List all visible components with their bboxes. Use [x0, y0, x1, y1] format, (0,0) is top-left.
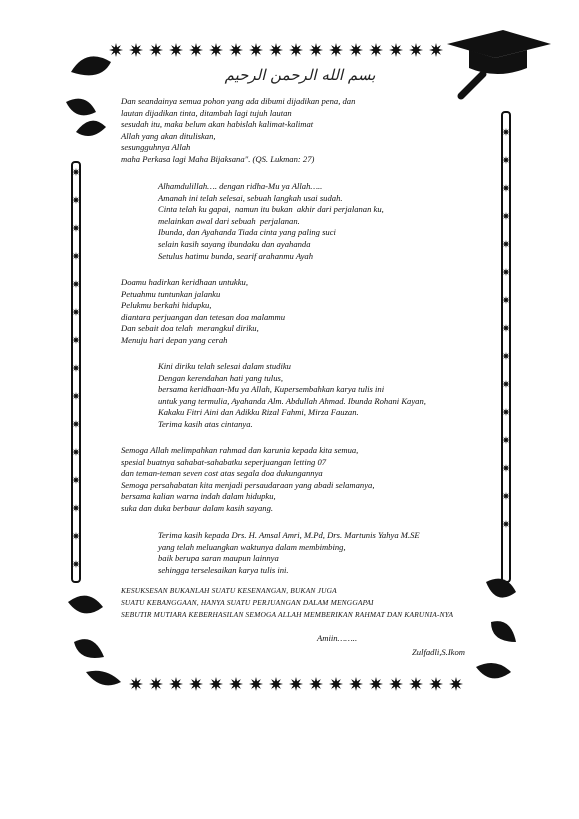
text-line: untuk yang termulia, Ayahanda Alm. Abdullah Ahmad. Ibunda Rohani Kayan,	[158, 395, 426, 406]
star-ornament-icon	[109, 43, 123, 57]
star-ornament-icon	[502, 240, 510, 248]
star-ornament-icon	[72, 448, 80, 456]
text-line: spesial buatnya sahabat-sahabatku seperjuangan letting 07	[121, 456, 327, 467]
text-line: Semoga persahabatan kita menjadi persaudaraan yang abadi selamanya,	[121, 479, 375, 490]
star-ornament-icon	[329, 677, 343, 691]
text-line: selain kasih sayang ibundaku dan ayahanda	[158, 238, 311, 249]
star-ornament-icon	[229, 677, 243, 691]
text-line: sehingga terselesaikan karya tulis ini.	[158, 564, 289, 575]
text-line: diantara perjuangan dan tetesan doa malammu	[121, 311, 285, 322]
star-ornament-icon	[369, 677, 383, 691]
text-line: Pelukmu berkahi hidupku,	[121, 300, 212, 311]
para2-paragraph	[121, 277, 285, 347]
star-ornament-icon	[72, 364, 80, 372]
star-ornament-icon	[72, 280, 80, 288]
star-ornament-icon	[502, 268, 510, 276]
star-ornament-icon	[389, 43, 403, 57]
star-ornament-icon	[229, 43, 243, 57]
star-ornament-icon	[169, 677, 183, 691]
star-ornament-icon	[502, 296, 510, 304]
star-ornament-icon	[72, 420, 80, 428]
star-ornament-icon	[269, 677, 283, 691]
star-ornament-icon	[289, 43, 303, 57]
star-ornament-icon	[249, 677, 263, 691]
text-line: suka dan duka berbaur dalam kasih sayang.	[121, 502, 274, 513]
text-line: Dan seandainya semua pohon yang ada dibumi dijadikan pena, dan	[121, 96, 356, 106]
star-ornament-icon	[349, 43, 363, 57]
star-ornament-icon	[72, 476, 80, 484]
star-ornament-icon	[369, 43, 383, 57]
closing-line: SUATU KEBANGGAAN, HANYA SUATU PERJUANGAN DALAM MENGGAPAI	[121, 598, 374, 607]
closing-line: KESUKSESAN BUKANLAH SUATU KESENANGAN, BUKAN JUGA	[121, 586, 337, 595]
star-ornament-icon	[72, 504, 80, 512]
star-ornament-icon	[72, 252, 80, 260]
star-ornament-icon	[502, 184, 510, 192]
star-ornament-icon	[502, 156, 510, 164]
star-ornament-icon	[502, 436, 510, 444]
para1-paragraph	[158, 181, 384, 262]
star-ornament-icon	[502, 324, 510, 332]
bismillah-heading: بسم الله الرحمن الرحيم	[224, 66, 376, 84]
star-ornament-icon	[502, 128, 510, 136]
star-ornament-icon	[72, 308, 80, 316]
star-ornament-icon	[409, 677, 423, 691]
star-ornament-icon	[429, 43, 443, 57]
text-line: Doamu hadirkan keridhaan untukku,	[121, 277, 248, 287]
text-line: sesudah itu, maka belum akan habislah kalimat-kalimat	[121, 119, 314, 130]
text-line: bersama kalian warna indah dalam hidupku,	[121, 491, 276, 502]
text-line: Dan sebait doa telah merangkul diriku,	[121, 323, 259, 334]
text-line: baik berupa saran maupun lainnya	[158, 553, 279, 564]
star-ornament-icon	[209, 677, 223, 691]
star-ornament-icon	[389, 677, 403, 691]
star-ornament-icon	[502, 408, 510, 416]
signature: Zulfadli,S.Ikom	[412, 647, 465, 657]
star-ornament-icon	[349, 677, 363, 691]
star-ornament-icon	[449, 677, 463, 691]
star-ornament-icon	[209, 43, 223, 57]
text-line: Menuju hari depan yang cerah	[121, 334, 228, 345]
text-line: Terima kasih atas cintanya.	[158, 418, 253, 429]
closing-line: SEBUTIR MUTIARA KEBERHASILAN SEMOGA ALLAH MEMBERIKAN RAHMAT DAN KARUNIA-NYA	[121, 610, 454, 619]
star-ornament-icon	[409, 43, 423, 57]
star-ornament-icon	[72, 224, 80, 232]
closing-quote	[121, 585, 513, 621]
text-line: Kini diriku telah selesai dalam studiku	[158, 361, 291, 371]
para4-paragraph	[121, 445, 375, 515]
text-line: Terima kasih kepada Drs. H. Amsal Amri, M.Pd, Drs. Martunis Yahya M.SE	[158, 530, 420, 540]
star-ornament-icon	[329, 43, 343, 57]
star-ornament-icon	[309, 677, 323, 691]
star-ornament-icon	[502, 352, 510, 360]
star-ornament-icon	[129, 677, 143, 691]
star-ornament-icon	[189, 677, 203, 691]
star-ornament-icon	[309, 43, 323, 57]
quote-paragraph	[121, 96, 355, 166]
star-ornament-icon	[72, 532, 80, 540]
star-ornament-icon	[149, 43, 163, 57]
para5-paragraph	[158, 530, 420, 576]
amin-text: Amiin……..	[317, 633, 358, 643]
star-ornament-icon	[269, 43, 283, 57]
text-line: Amanah ini telah selesai, sebuah langkah usai sudah.	[158, 192, 343, 203]
star-ornament-icon	[289, 677, 303, 691]
star-ornament-icon	[189, 43, 203, 57]
star-ornament-icon	[72, 196, 80, 204]
text-line: maha Perkasa lagi Maha Bijaksana". (QS. Lukman: 27)	[121, 153, 315, 164]
text-line: Setulus hatimu bunda, searif arahanmu Ayah	[158, 250, 314, 261]
star-ornament-icon	[249, 43, 263, 57]
text-line: sesungguhnya Allah	[121, 142, 191, 153]
star-ornament-icon	[72, 336, 80, 344]
text-line: Dengan kerendahan hati yang tulus,	[158, 372, 283, 383]
star-ornament-icon	[72, 392, 80, 400]
text-line: bersama keridhaan-Mu ya Allah, Kupersembahkan karya tulis ini	[158, 384, 385, 395]
star-ornament-icon	[169, 43, 183, 57]
graduation-cap-icon	[447, 30, 551, 102]
text-line: Ibunda, dan Ayahanda Tiada cinta yang paling suci	[158, 227, 336, 238]
text-line: melainkan awal dari sebuah perjalanan.	[158, 215, 300, 226]
star-ornament-icon	[502, 464, 510, 472]
text-line: Semoga Allah melimpahkan rahmad dan karunia kepada kita semua,	[121, 445, 359, 455]
text-line: dan teman-teman seven cost atas segala doa dukungannya	[121, 468, 323, 479]
star-ornament-icon	[429, 677, 443, 691]
star-ornament-icon	[502, 520, 510, 528]
text-line: lautan dijadikan tinta, ditambah lagi tujuh lautan	[121, 107, 292, 118]
text-line: Petuahmu tuntunkan jalanku	[121, 288, 221, 299]
star-ornament-icon	[502, 212, 510, 220]
star-ornament-icon	[502, 380, 510, 388]
text-line: yang telah meluangkan waktunya dalam membimbing,	[158, 541, 346, 552]
star-ornament-icon	[502, 492, 510, 500]
text-line: Cinta telah ku gapai, namun itu bukan akhir dari perjalanan ku,	[158, 204, 384, 215]
star-ornament-icon	[129, 43, 143, 57]
text-line: Allah yang akan dituliskan,	[121, 130, 216, 141]
text-line: Kakaku Fitri Aini dan Adikku Rizal Fahmi, Mirza Fauzan.	[158, 407, 359, 418]
para3-paragraph	[158, 361, 426, 431]
star-ornament-icon	[149, 677, 163, 691]
star-ornament-icon	[72, 560, 80, 568]
star-ornament-icon	[72, 168, 80, 176]
text-line: Alhamdulillah…. dengan ridha-Mu ya Allah…..	[158, 181, 323, 191]
